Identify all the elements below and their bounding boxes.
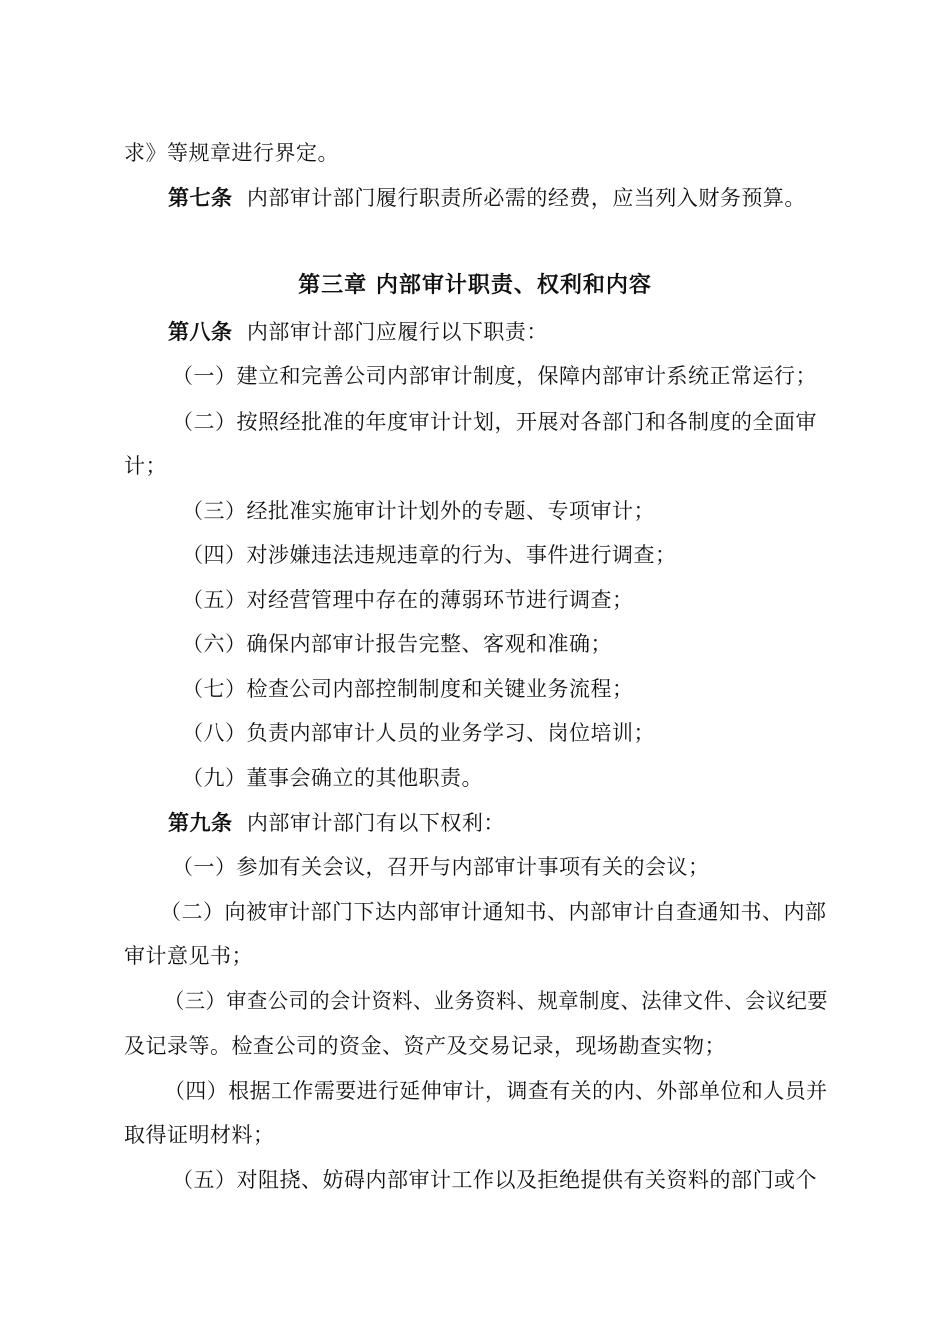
article-text: 内部审计部门有以下权利： — [246, 811, 505, 835]
list-item: （四）根据工作需要进行延伸审计，调查有关的内、外部单位和人员并 — [164, 1079, 828, 1103]
article-text: 内部审计部门履行职责所必需的经费，应当列入财务预算。 — [246, 186, 806, 210]
list-item: （五）对经营管理中存在的薄弱环节进行调查； — [182, 588, 634, 612]
list-item-continuation: 审计意见书； — [124, 944, 253, 968]
article-title: 第八条 — [168, 319, 233, 344]
list-item: （二）按照经批准的年度审计计划，开展对各部门和各制度的全面审 — [172, 410, 817, 434]
article-7 — [168, 184, 806, 212]
list-item: （四）对涉嫌违法违规违章的行为、事件进行调查； — [182, 543, 677, 567]
paragraph-line: 求》等规章进行界定。 — [124, 141, 339, 165]
list-item: （九）董事会确立的其他职责。 — [182, 766, 483, 790]
list-item: （六）确保内部审计报告完整、客观和准确； — [182, 632, 612, 656]
list-item: （二）向被审计部门下达内部审计通知书、内部审计自查通知书、内部 — [160, 900, 827, 924]
list-item: （一）参加有关会议，召开与内部审计事项有关的会议； — [172, 855, 710, 879]
article-title: 第九条 — [168, 810, 233, 835]
list-item: （三）审查公司的会计资料、业务资料、规章制度、法律文件、会议纪要 — [164, 989, 828, 1013]
list-item: （五）对阻挠、妨碍内部审计工作以及拒绝提供有关资料的部门或个 — [172, 1168, 817, 1192]
list-item-continuation: 取得证明材料； — [124, 1123, 275, 1147]
article-title: 第七条 — [168, 185, 233, 210]
article-9 — [168, 809, 505, 837]
list-item: （一）建立和完善公司内部审计制度，保障内部审计系统正常运行； — [172, 364, 817, 388]
list-item: （七）检查公司内部控制制度和关键业务流程； — [182, 677, 634, 701]
list-item-continuation: 计； — [124, 454, 167, 478]
article-text: 内部审计部门应履行以下职责： — [246, 320, 548, 344]
chapter-heading: 第三章 内部审计职责、权利和内容 — [298, 272, 652, 298]
list-item: （三）经批准实施审计计划外的专题、专项审计； — [182, 499, 655, 523]
list-item: （八）负责内部审计人员的业务学习、岗位培训； — [182, 721, 655, 745]
list-item-continuation: 及记录等。检查公司的资金、资产及交易记录，现场勘查实物； — [124, 1034, 726, 1058]
article-8 — [168, 318, 548, 346]
